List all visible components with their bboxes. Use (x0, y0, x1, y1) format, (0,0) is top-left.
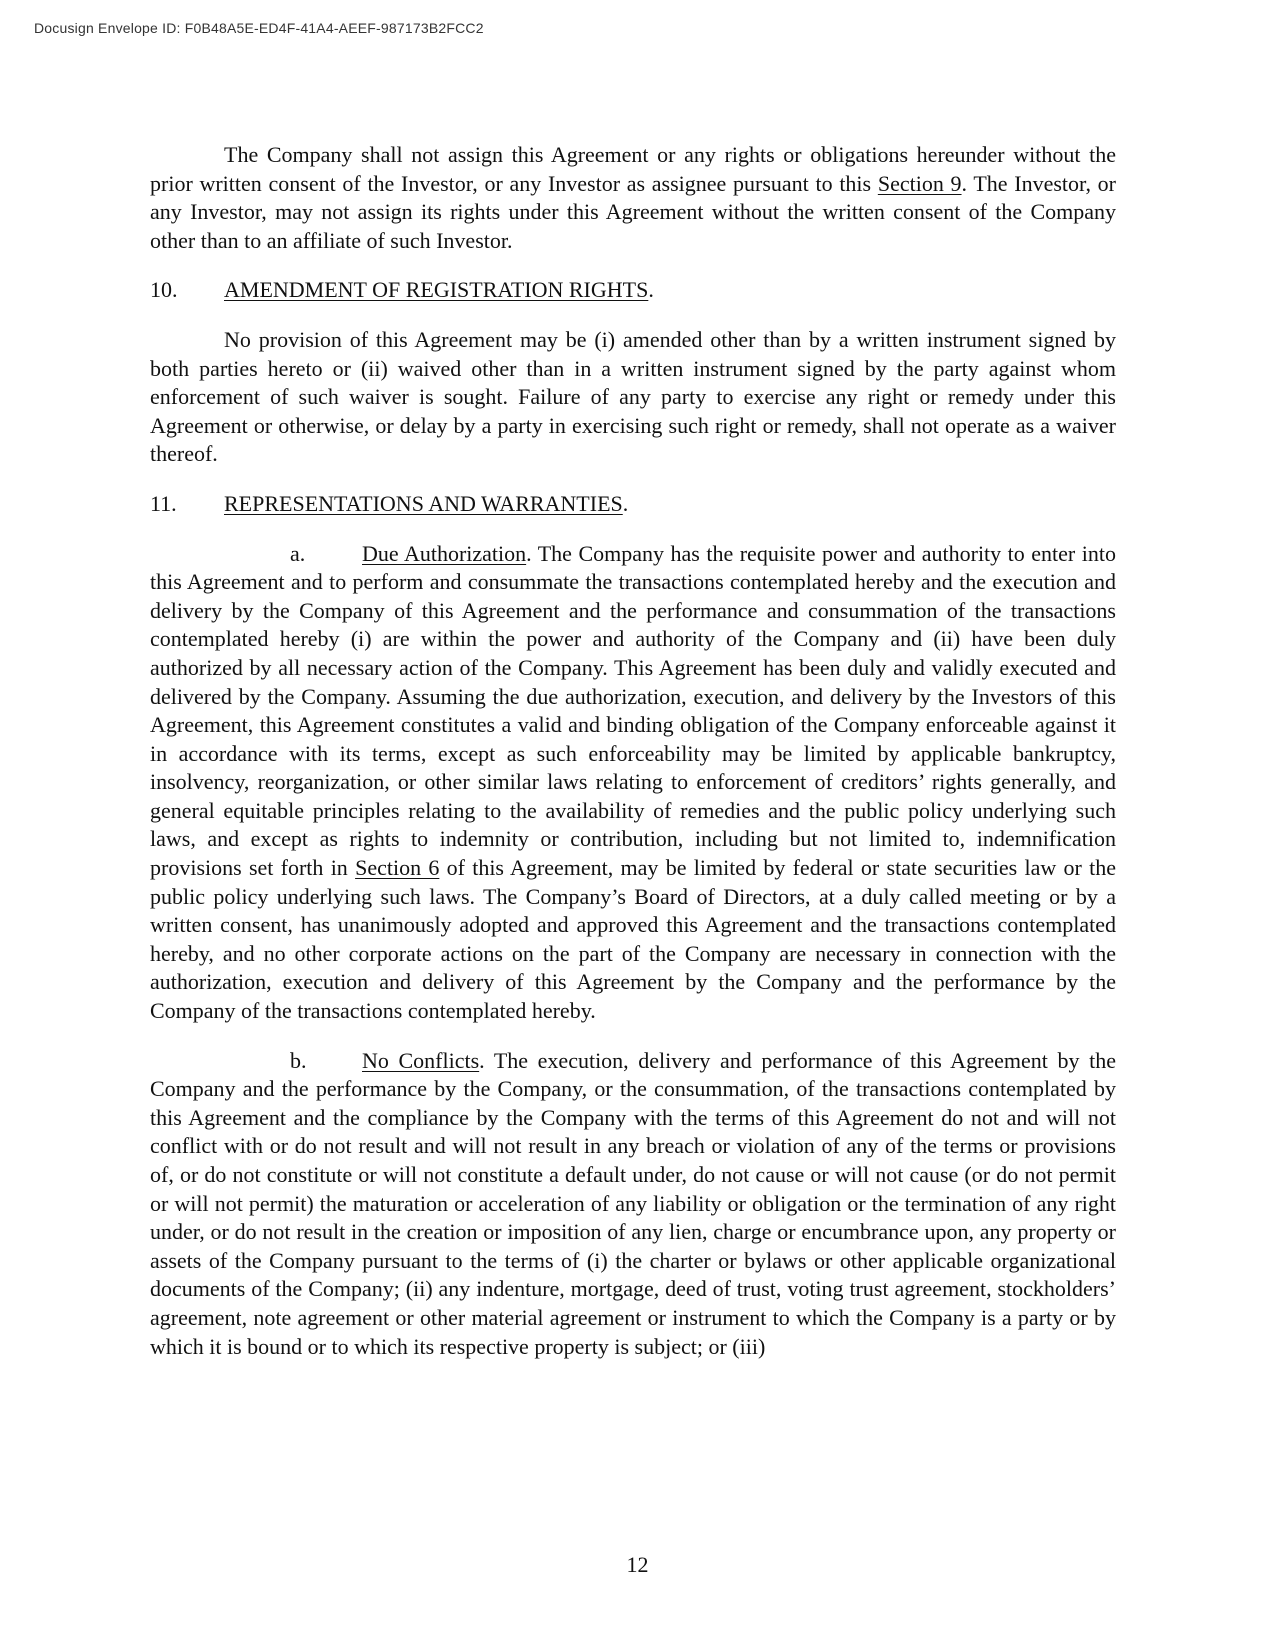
section-6-reference: Section 6 (355, 855, 440, 881)
section-10-title: AMENDMENT OF REGISTRATION RIGHTS (224, 277, 649, 303)
section-10-number: 10. (150, 277, 178, 303)
section-10-text: No provision of this Agreement may be (i) amended other than by a written instrument signed by both parties hereto or (ii) waived other than in a written instrument signed by the party against whom enforcement of such waiver is sought. Failure of any party to exercise any right or remedy under this Agreement or otherwise, or delay by a party in exercising such right or remedy, shall not operate as a waiver thereof. (150, 326, 1116, 467)
section-11-number: 11. (150, 490, 177, 516)
subsection-a-marker: a. (290, 540, 306, 566)
subsection-b (150, 1047, 1116, 1362)
section-11-title-end: . (622, 490, 629, 516)
assignment-text-1: The Company shall not assign this Agreement or any rights or obligations hereunder without the prior written consent of the Investor, or any Investor as assignee pursuant to this (150, 142, 1116, 196)
assignment-paragraph (150, 141, 1116, 255)
section-10-heading (150, 276, 1116, 305)
section-9-reference: Section 9 (877, 170, 962, 196)
page-number: 12 (626, 1552, 649, 1577)
subsection-b-text: . The execution, delivery and performance of this Agreement by the Company and the performance by the Company, or the consummation, of the transactions contemplated by this Agreement and the compliance by the Company with the terms of this Agreement do not and will not conflict with or do not result and will not result in any breach or violation of any of the terms or provisions of, or do not constitute or will not constitute a default under, do not cause or will not cause (or do not permit or will not permit) the maturation or acceleration of any liability or obligation or the termination of any right under, or do not result in the creation or imposition of any lien, charge or encumbrance upon, any property or assets of the Company pursuant to the terms of (i) the charter or bylaws or other applicable organizational documents of the Company; (ii) any indenture, mortgage, deed of trust, voting trust agreement, stockholders’ agreement, note agreement or other material agreement or instrument to which the Company is a party or by which it is bound or to which its respective property is subject; or (iii) (150, 1047, 1116, 1359)
section-11-title: REPRESENTATIONS AND WARRANTIES (224, 490, 623, 516)
section-11-heading (150, 490, 1116, 519)
subsection-b-marker: b. (290, 1047, 307, 1073)
subsection-b-heading: No Conflicts (362, 1047, 480, 1073)
section-10-title-end: . (648, 277, 654, 303)
subsection-a (150, 540, 1116, 1026)
document-body (150, 141, 1116, 1361)
subsection-a-heading: Due Authorization (362, 540, 527, 566)
assignment-text-2: . The Investor, or any Investor, may not assign its rights under this Agreement without the written consent of the Company other than to an affiliate of such Investor. (150, 170, 1116, 253)
envelope-id: Docusign Envelope ID: F0B48A5E-ED4F-41A4-AEEF-987173B2FCC2 (34, 20, 484, 36)
subsection-a-text-2: of this Agreement, may be limited by federal or state securities law or the public policy underlying such laws. The Company’s Board of Directors, at a duly called meeting or by a written consent, has unanimously adopted and approved this Agreement and the transactions contemplated hereby, and no other corporate actions on the part of the Company are necessary in connection with the authorization, execution and delivery of this Agreement by the Company and the performance by the Company of the transactions contemplated hereby. (150, 855, 1116, 1024)
subsection-a-text-1: . The Company has the requisite power and authority to enter into this Agreement and to perform and consummate the transactions contemplated hereby and the execution and delivery by the Company of this Agreement and the performance and consummation of the transactions contemplated hereby (i) are within the power and authority of the Company and (ii) have been duly authorized by all necessary action of the Company. This Agreement has been duly and validly executed and delivered by the Company. Assuming the due authorization, execution, and delivery by the Investors of this Agreement, this Agreement constitutes a valid and binding obligation of the Company enforceable against it in accordance with its terms, except as such enforceability may be limited by applicable bankruptcy, insolvency, reorganization, or other similar laws relating to enforcement of creditors’ rights generally, and general equitable principles relating to the availability of remedies and the public policy underlying such laws, and except as rights to indemnity or contribution, including but not limited to, indemnification provisions set forth in (150, 540, 1116, 881)
